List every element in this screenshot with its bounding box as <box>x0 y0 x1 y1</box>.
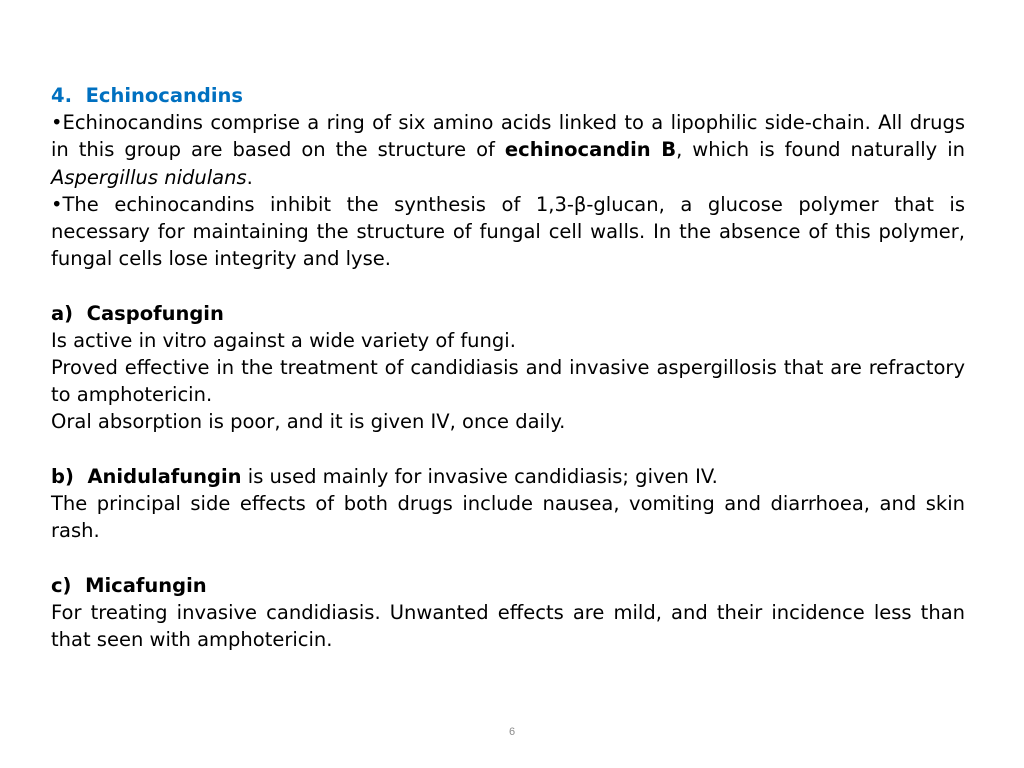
drug-a-line-1: Is active in vitro against a wide variety of fungi. <box>51 328 516 352</box>
bullet-1-text-before: Echinocandins comprise a ring of six amino acids linked to a lipophilic side-chain. All drugs in this group are based on the structure of <box>51 111 965 162</box>
page-number: 6 <box>508 726 516 738</box>
bullet-2 <box>51 191 965 273</box>
drug-b-inline-text: is used mainly for invasive candidiasis; given IV. <box>241 464 718 488</box>
section-heading <box>51 82 965 109</box>
bullet-1-text-middle: , which is found naturally in <box>676 138 965 162</box>
drug-a-line-3: Oral absorption is poor, and it is given IV, once daily. <box>51 410 566 434</box>
bullet-1-italic: Aspergillus nidulans <box>51 165 247 189</box>
spacer <box>51 436 965 463</box>
drug-b-line-1: The principal side effects of both drugs include nausea, vomiting and diarrhoea, and skin rash. <box>51 492 965 543</box>
spacer <box>51 544 965 571</box>
bullet-2-text: The echinocandins inhibit the synthesis of 1,3-β-glucan, a glucose polymer that is necessary for maintaining the structure of fungal cell walls. In the absence of this polymer, fungal cells lose integrity and lyse. <box>51 192 965 271</box>
bullet-icon: • <box>51 111 63 135</box>
drug-b-letter: b) <box>51 464 74 488</box>
drug-c-heading <box>51 572 965 599</box>
drug-a-line-2: Proved effective in the treatment of candidiasis and invasive aspergillosis that are refractory to amphotericin. <box>51 356 965 407</box>
drug-a-letter: a) <box>51 301 74 325</box>
drug-c-name: Micafungin <box>85 573 207 597</box>
drug-c-line-1: For treating invasive candidiasis. Unwanted effects are mild, and their incidence less than that seen with amphotericin. <box>51 600 965 652</box>
drug-a-heading <box>51 300 965 327</box>
drug-c-letter: c) <box>51 573 72 597</box>
slide-body <box>51 82 965 653</box>
section-title: Echinocandins <box>85 84 244 107</box>
drug-b-name: Anidulafungin <box>87 464 242 488</box>
bullet-icon: • <box>51 192 63 216</box>
drug-b-heading <box>51 463 965 490</box>
spacer <box>51 272 965 299</box>
bullet-1 <box>51 109 965 191</box>
bullet-1-bold: echinocandin B <box>504 138 677 162</box>
bullet-1-text-after: . <box>246 165 253 189</box>
section-number: 4. <box>51 84 72 107</box>
drug-a-name: Caspofungin <box>86 301 224 325</box>
